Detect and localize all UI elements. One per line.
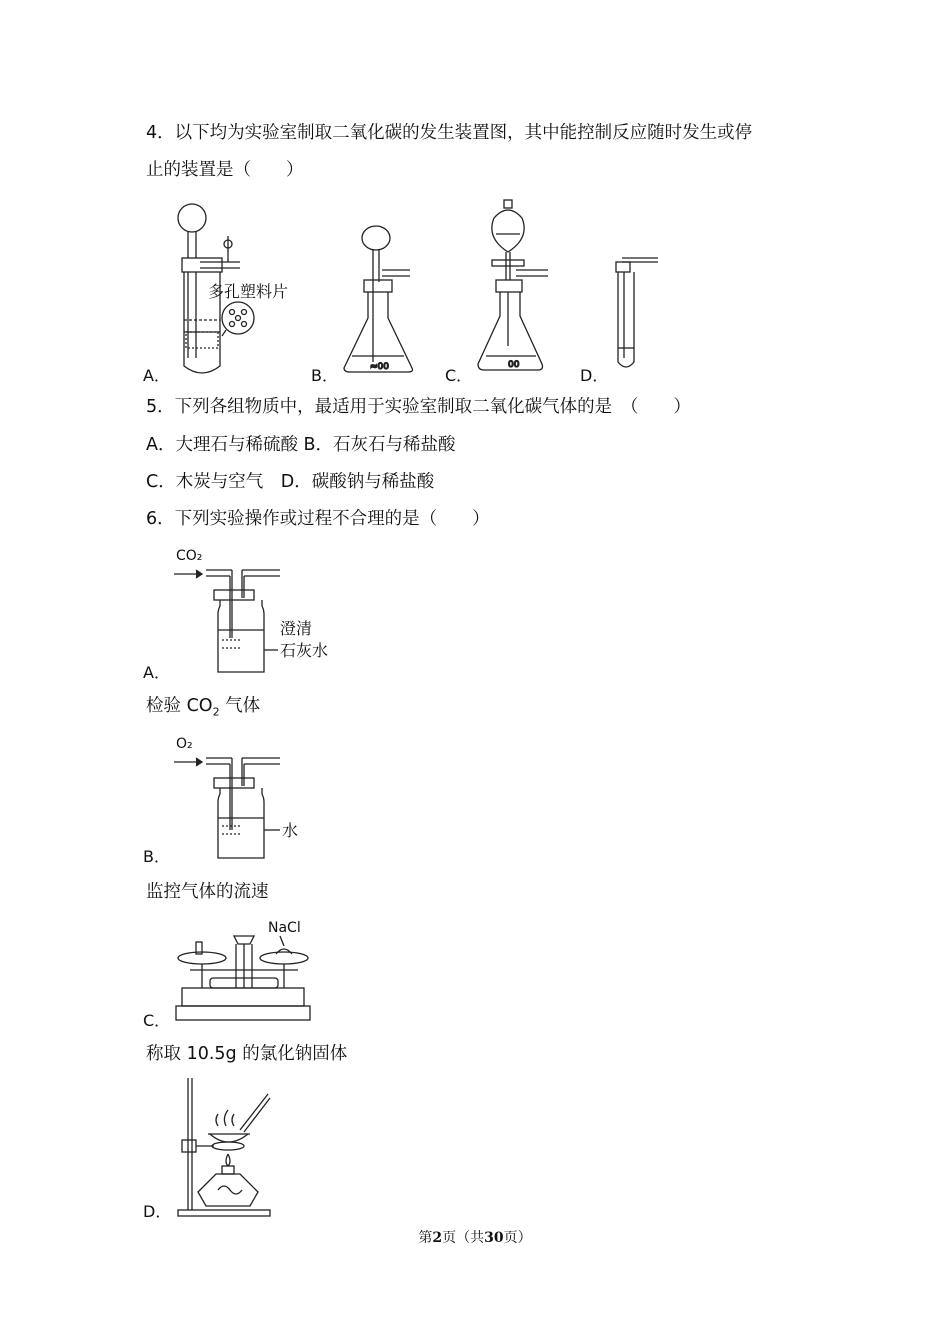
q6-option-a: A． — [143, 663, 170, 682]
page-footer: 第2页（共30页） — [418, 1230, 532, 1246]
q6-figure-d — [172, 1076, 276, 1218]
water-label: 水 — [282, 821, 299, 840]
q6-option-d: D． — [143, 1202, 172, 1221]
q4-option-a: A． — [143, 366, 170, 385]
q4-figure-c — [472, 196, 562, 382]
limewater-label-1: 澄清 — [280, 619, 313, 638]
nacl-label: NaCl — [268, 920, 301, 936]
q4-option-d: D． — [580, 366, 609, 385]
q6-b-caption: 监控气体的流速 — [146, 882, 269, 902]
q4-option-b: B． — [311, 366, 338, 385]
q4-stem-line2: 止的装置是（ ） — [146, 160, 304, 180]
q6-option-b: B． — [143, 847, 170, 866]
q5-stem: 5．下列各组物质中，最适用于实验室制取二氧化碳气体的是 （ ） — [146, 397, 691, 417]
svg-text:00: 00 — [508, 360, 520, 370]
limewater-label-2: 石灰水 — [280, 641, 329, 660]
q6-figure-c — [172, 914, 312, 1026]
q6-figure-a — [170, 542, 340, 678]
co2-label: CO₂ — [176, 548, 203, 564]
q6-a-caption: 检验 $CO_2$ 气体 — [146, 696, 261, 719]
q4-stem-line1: 4．以下均为实验室制取二氧化碳的发生装置图，其中能控制反应随时发生或停 — [146, 123, 753, 143]
q6-option-c: C． — [143, 1011, 171, 1030]
q4-option-c: C． — [445, 366, 473, 385]
q4-figure-b — [338, 222, 428, 382]
q5-options-row1: A．大理石与稀硫酸 B．石灰石与稀盐酸 — [146, 435, 456, 455]
porous-plate-label: 多孔塑料片 — [208, 282, 289, 301]
q4-figure-d — [608, 252, 668, 376]
q6-figure-b — [170, 730, 320, 862]
svg-text:≈00: ≈00 — [370, 362, 389, 372]
o2-label: O₂ — [176, 736, 193, 752]
q4-figure-a — [160, 198, 310, 378]
q5-options-row2: C．木炭与空气 D．碳酸钠与稀盐酸 — [146, 472, 435, 492]
q6-c-caption: 称取 10.5g 的氯化钠固体 — [146, 1044, 348, 1064]
q6-stem: 6．下列实验操作或过程不合理的是（ ） — [146, 509, 490, 529]
